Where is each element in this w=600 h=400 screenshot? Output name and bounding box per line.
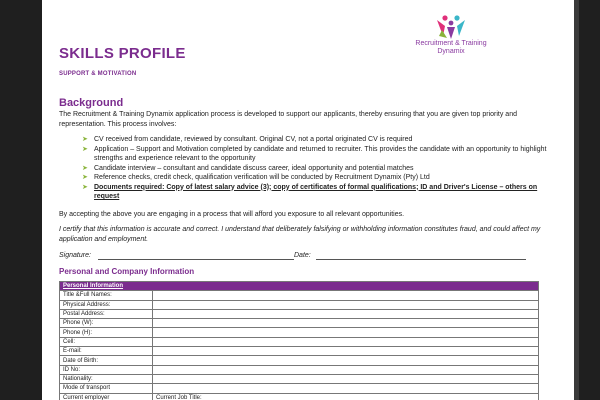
form-cell[interactable]	[153, 291, 539, 300]
form-cell[interactable]	[153, 384, 539, 393]
page-subtitle: SUPPORT & MOTIVATION	[59, 71, 137, 77]
table-row: Date of Birth:	[60, 356, 539, 365]
date-label: Date:	[294, 252, 311, 259]
table-row: Cell:	[60, 337, 539, 346]
form-cell[interactable]	[153, 309, 539, 318]
certification-text: I certify that this information is accurate and correct. I understand that deliberately falsifying or withholding information constitutes fraud, and could affect my application and employment.	[59, 226, 541, 243]
signature-line[interactable]	[98, 259, 294, 260]
date-line[interactable]	[316, 259, 526, 260]
personal-heading: Personal and Company Information	[59, 267, 195, 276]
bullet-arrow-icon: ➤	[82, 174, 88, 181]
list-item: ➤ Documents required: Copy of latest salary advice (3); copy of certificates of formal qualifications; ID and Driver's License – others on request	[82, 183, 538, 200]
list-item: ➤ Candidate interview – consultant and candidate discuss career, ideal opportunity and potential matches	[82, 164, 414, 172]
logo-text-line1: Recruitment & Training	[415, 40, 487, 47]
table-row: Phone (H):	[60, 328, 539, 337]
form-cell[interactable]	[153, 319, 539, 328]
form-cell[interactable]	[153, 365, 539, 374]
bullet-arrow-icon: ➤	[82, 145, 88, 153]
bullet-arrow-icon: ➤	[82, 136, 88, 143]
bullet-arrow-icon: ➤	[82, 164, 88, 172]
logo-figures-icon	[433, 14, 469, 40]
page-title: SKILLS PROFILE	[59, 45, 186, 62]
company-logo	[396, 14, 506, 56]
table-row: E-mail:	[60, 347, 539, 356]
logo-text-line2: Dynamix	[437, 48, 465, 55]
form-cell[interactable]: Current Job Title:	[153, 393, 539, 400]
background-intro: The Recruitment & Training Dynamix application process is developed to support our applicants, thereby ensuring that you are given top priority and representation. This process involves:	[59, 111, 517, 128]
form-cell[interactable]	[153, 300, 539, 309]
table-row: Nationality:	[60, 374, 539, 383]
table-row: ID No:	[60, 365, 539, 374]
bullet-arrow-icon: ➤	[82, 183, 88, 191]
document-page	[42, 0, 574, 400]
form-cell[interactable]	[153, 374, 539, 383]
list-item: ➤ CV received from candidate, reviewed by consultant. Original CV, not a portal originated CV is required	[82, 136, 413, 143]
table-row: Phone (W):	[60, 319, 539, 328]
form-cell[interactable]	[153, 347, 539, 356]
process-list	[82, 135, 552, 202]
personal-info-table	[59, 281, 539, 400]
table-header-row	[60, 282, 539, 291]
form-cell[interactable]	[153, 337, 539, 346]
table-row: Current employer Current Job Title:	[60, 393, 539, 400]
table-row: Mode of transport	[60, 384, 539, 393]
list-item: ➤ Reference checks, credit check, qualification verification will be conducted by Recruitment Dynamix (Pty) Ltd	[82, 174, 430, 181]
acceptance-text: By accepting the above you are engaging in a process that will afford you exposure to all relevant opportunities.	[59, 211, 405, 218]
table-row: Physical Address:	[60, 300, 539, 309]
page-shadow	[574, 0, 579, 400]
form-cell[interactable]	[153, 356, 539, 365]
signature-label: Signature:	[59, 252, 91, 259]
list-item: ➤ Application – Support and Motivation completed by candidate and returned to recruiter. This provides the candidate with an opportunity to highlight strengths and experience relevant to the opportunity	[82, 145, 547, 162]
table-header: Personal Information	[60, 282, 539, 291]
form-cell[interactable]	[153, 328, 539, 337]
table-row: Postal Address:	[60, 309, 539, 318]
table-row: Title &Full Names:	[60, 291, 539, 300]
background-heading: Background	[59, 97, 124, 109]
